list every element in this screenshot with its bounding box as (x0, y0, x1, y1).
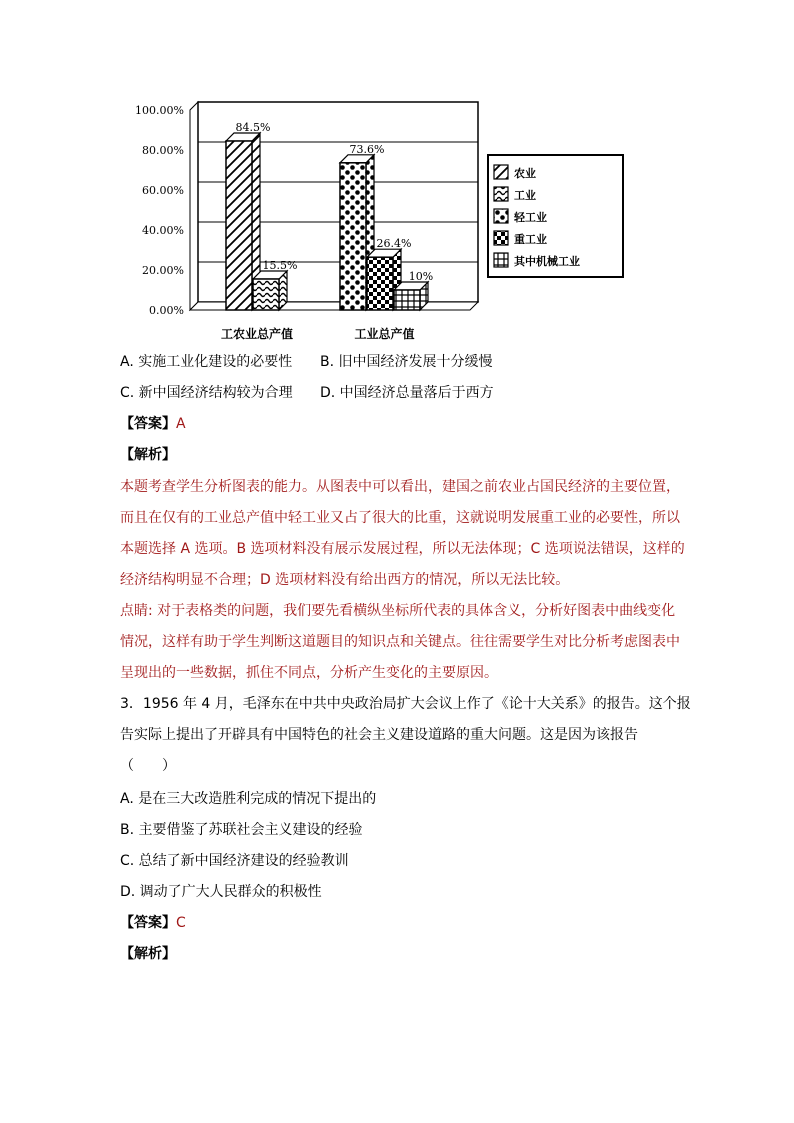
legend-label: 农业 (514, 167, 536, 180)
q2-answer (120, 414, 186, 434)
legend-swatch (494, 165, 508, 179)
data-label: 73.6% (349, 142, 385, 156)
answer-label: 【答案】 (120, 416, 176, 432)
q3-option-d[interactable]: D. 调动了广大人民群众的积极性 (120, 884, 322, 900)
tip-line: 呈现出的一些数据，抓住不同点，分析产生变化的主要原因。 (120, 665, 498, 681)
q2-option-c[interactable]: C. 新中国经济结构较为合理 (120, 385, 293, 401)
q3-stem-line: 告实际上提出了开辟具有中国特色的社会主义建设道路的重大问题。这是因为该报告 (120, 727, 638, 743)
bar (226, 141, 252, 310)
y-tick-label: 20.00% (142, 264, 184, 277)
q2-option-b[interactable]: B. 旧中国经济发展十分缓慢 (320, 354, 493, 370)
answer-value: C (176, 915, 186, 931)
q3-stem-line: 3．1956 年 4 月，毛泽东在中共中央政治局扩大会议上作了《论十大关系》的报告。这个报 (120, 696, 691, 712)
bar (253, 279, 279, 310)
bar (367, 257, 393, 310)
bar (394, 290, 420, 310)
q3-stem-line: （ ） (120, 758, 176, 774)
data-label: 26.4% (376, 237, 412, 251)
legend-label: 工业 (514, 189, 536, 202)
legend-swatch (494, 209, 508, 223)
y-tick-label: 40.00% (142, 224, 184, 237)
q3-analysis-label: 【解析】 (120, 946, 176, 962)
q2-analysis-label: 【解析】 (120, 447, 176, 463)
legend-swatch (494, 187, 508, 201)
q3-option-c[interactable]: C. 总结了新中国经济建设的经验教训 (120, 853, 349, 869)
q3-option-a[interactable]: A. 是在三大改造胜利完成的情况下提出的 (120, 791, 377, 807)
legend-swatch (494, 231, 508, 245)
analysis-line: 经济结构明显不合理；D 选项材料没有给出西方的情况，所以无法比较。 (120, 572, 570, 588)
q3-answer (120, 913, 186, 933)
q2-option-d[interactable]: D. 中国经济总量落后于西方 (320, 385, 494, 401)
legend-label: 其中机械工业 (514, 255, 580, 268)
bar-chart (105, 100, 645, 345)
y-tick-label: 60.00% (142, 184, 184, 197)
x-category-label: 工业总产值 (354, 327, 415, 341)
legend-label: 重工业 (514, 233, 547, 246)
data-label: 15.5% (262, 259, 298, 272)
answer-value: A (176, 416, 186, 432)
tip-line: 情况，这样有助于学生判断这道题目的知识点和关键点。往往需要学生对比分析考虑图表中 (120, 634, 680, 650)
answer-label: 【答案】 (120, 915, 176, 931)
x-category-label: 工农业总产值 (220, 327, 294, 341)
data-label: 84.5% (235, 121, 271, 134)
analysis-line: 本题考查学生分析图表的能力。从图表中可以看出，建国之前农业占国民经济的主要位置， (120, 479, 680, 495)
data-label: 10% (408, 270, 434, 283)
q3-option-b[interactable]: B. 主要借鉴了苏联社会主义建设的经验 (120, 822, 363, 838)
y-tick-label: 0.00% (149, 304, 184, 317)
bar-chart-svg (105, 100, 645, 345)
legend-label: 轻工业 (514, 211, 547, 224)
chart-side-wall (190, 102, 198, 310)
legend-swatch (494, 253, 508, 267)
y-tick-label: 80.00% (142, 144, 184, 157)
y-tick-label: 100.00% (135, 104, 184, 117)
tip-line: 点睛: 对于表格类的问题，我们要先看横纵坐标所代表的具体含义，分析好图表中曲线变化 (120, 603, 676, 619)
bar (340, 163, 366, 310)
analysis-line: 本题选择 A 选项。B 选项材料没有展示发展过程，所以无法体现；C 选项说法错误，这样的 (120, 541, 685, 557)
q2-option-a[interactable]: A. 实施工业化建设的必要性 (120, 354, 293, 370)
analysis-line: 而且在仅有的工业总产值中轻工业又占了很大的比重，这就说明发展重工业的必要性，所以 (120, 510, 680, 526)
